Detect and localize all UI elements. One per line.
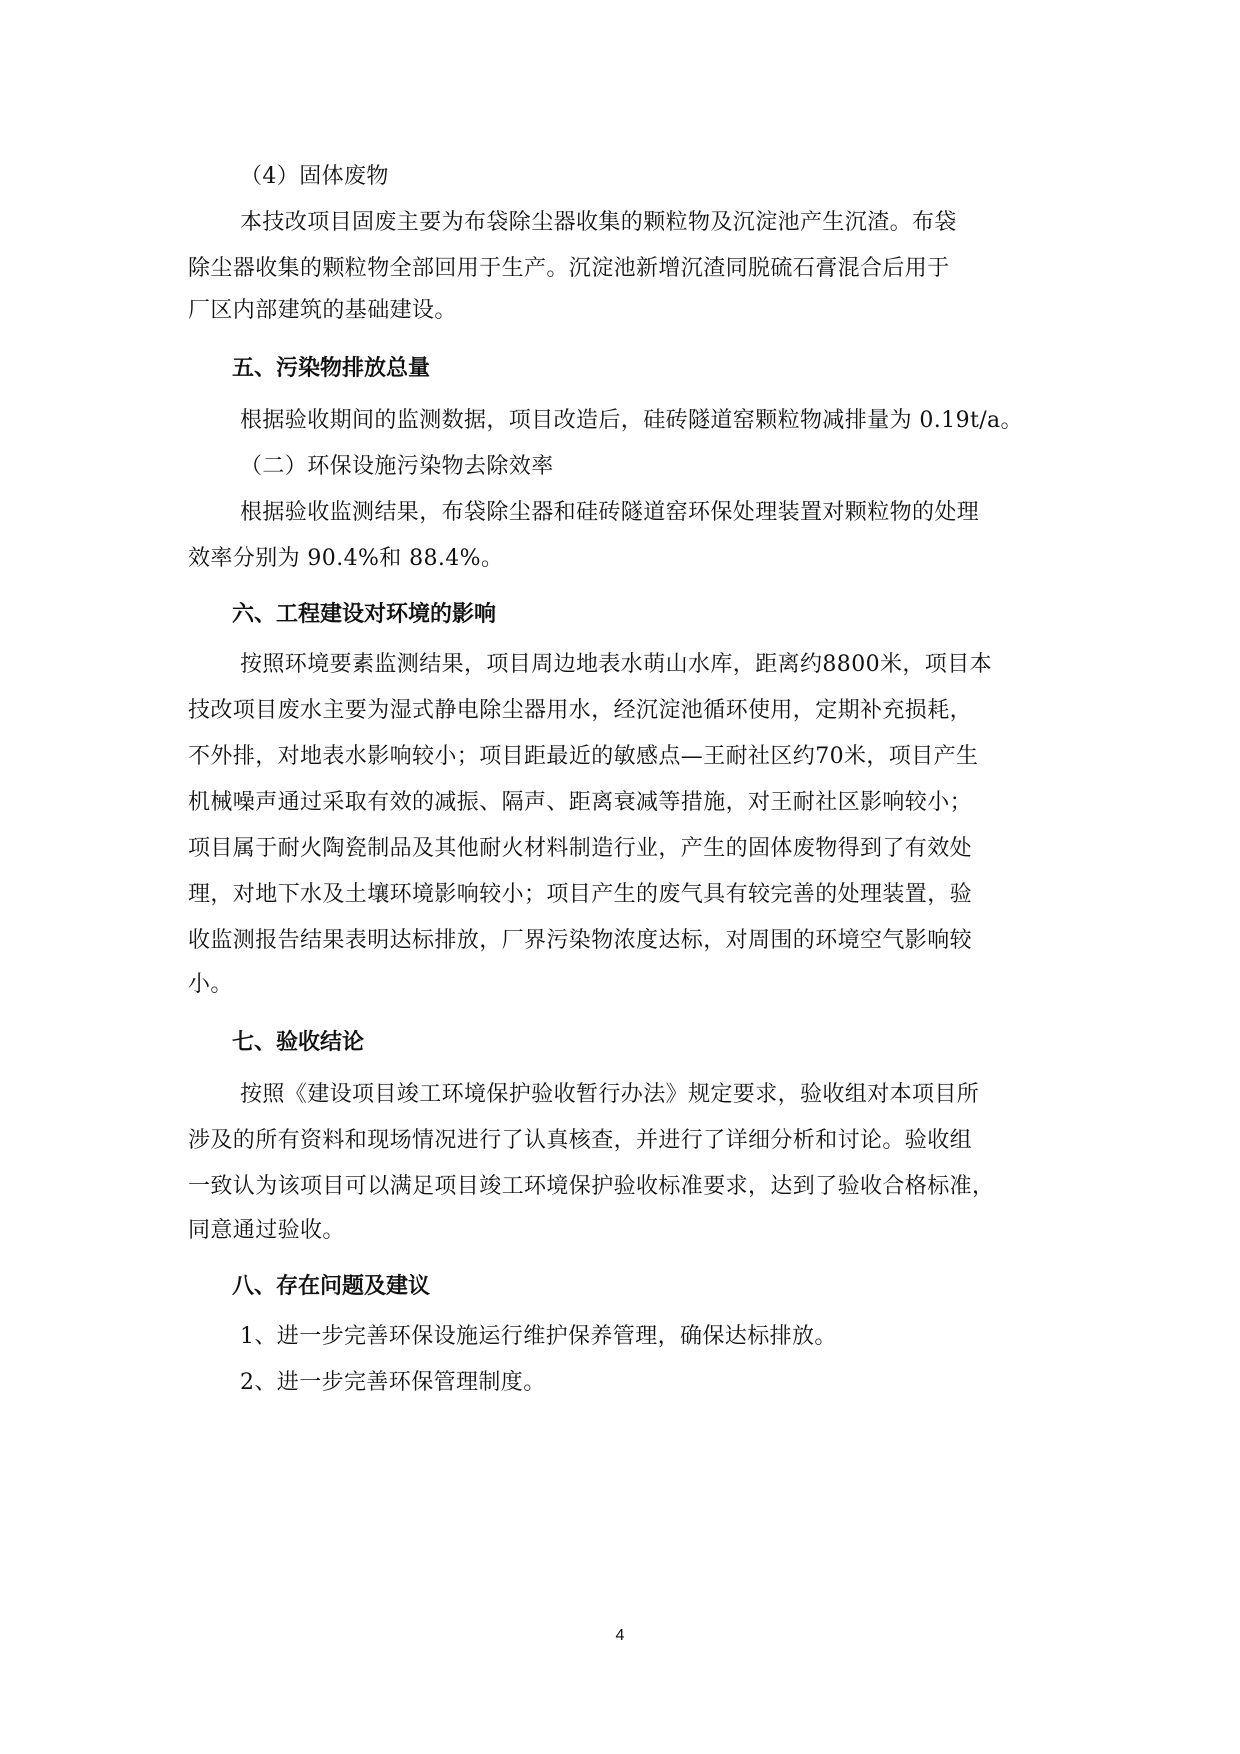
paragraph-line: 根据验收监测结果，布袋除尘器和硅砖隧道窑环保处理装置对颗粒物的处理 (240, 500, 980, 525)
paragraph-line: 本技改项目固废主要为布袋除尘器收集的颗粒物及沉淀池产生沉渣。布袋 (240, 210, 957, 235)
paragraph-line: 厂区内部建筑的基础建设。 (188, 298, 457, 323)
paragraph-line: 同意通过验收。 (188, 1218, 345, 1243)
heading-acceptance-conclusion: 七、验收结论 (232, 1030, 365, 1055)
paragraph-line: 按照《建设项目竣工环境保护验收暂行办法》规定要求，验收组对本项目所 (240, 1082, 980, 1107)
paragraph-line: 收监测报告结果表明达标排放，厂界污染物浓度达标，对周围的环境空气影响较 (188, 928, 973, 953)
paragraph-line: 按照环境要素监测结果，项目周边地表水萌山水库，距离约8800米，项目本 (240, 652, 992, 677)
paragraph-line: 机械噪声通过采取有效的减振、隔声、距离衰减等措施，对王耐社区影响较小； (188, 790, 973, 815)
paragraph-line: 涉及的所有资料和现场情况进行了认真核查，并进行了详细分析和讨论。验收组 (188, 1128, 973, 1153)
heading-issues-suggestions: 八、存在问题及建议 (232, 1274, 431, 1299)
paragraph-line: 除尘器收集的颗粒物全部回用于生产。沉淀池新增沉渣同脱硫石膏混合后用于 (188, 256, 950, 281)
paragraph-line: 项目属于耐火陶瓷制品及其他耐火材料制造行业，产生的固体废物得到了有效处 (188, 836, 973, 861)
paragraph-line: 根据验收期间的监测数据，项目改造后，硅砖隧道窑颗粒物减排量为 0.19t/a。 (240, 408, 1023, 433)
paragraph-line: 效率分别为 90.4%和 88.4%。 (188, 546, 504, 571)
paragraph-line: 一致认为该项目可以满足项目竣工环境保护验收标准要求，达到了验收合格标准， (188, 1174, 995, 1199)
page-number: 4 (615, 1627, 625, 1644)
subsection-removal-efficiency: （二）环保设施污染物去除效率 (240, 454, 554, 479)
list-item: 1、进一步完善环保设施运行维护保养管理，确保达标排放。 (240, 1324, 837, 1349)
heading-total-emissions: 五、污染物排放总量 (232, 356, 431, 381)
paragraph-line: 技改项目废水主要为湿式静电除尘器用水，经沉淀池循环使用，定期补充损耗， (188, 698, 973, 723)
paragraph-line: 不外排，对地表水影响较小；项目距最近的敏感点—王耐社区约70米，项目产生 (188, 744, 979, 769)
paragraph-line: 小。 (188, 972, 233, 997)
heading-environmental-impact: 六、工程建设对环境的影响 (232, 602, 497, 627)
paragraph-line: 理，对地下水及土壤环境影响较小；项目产生的废气具有较完善的处理装置，验 (188, 882, 973, 907)
subsection-solid-waste: （4）固体废物 (240, 164, 389, 189)
list-item: 2、进一步完善环保管理制度。 (240, 1370, 546, 1395)
